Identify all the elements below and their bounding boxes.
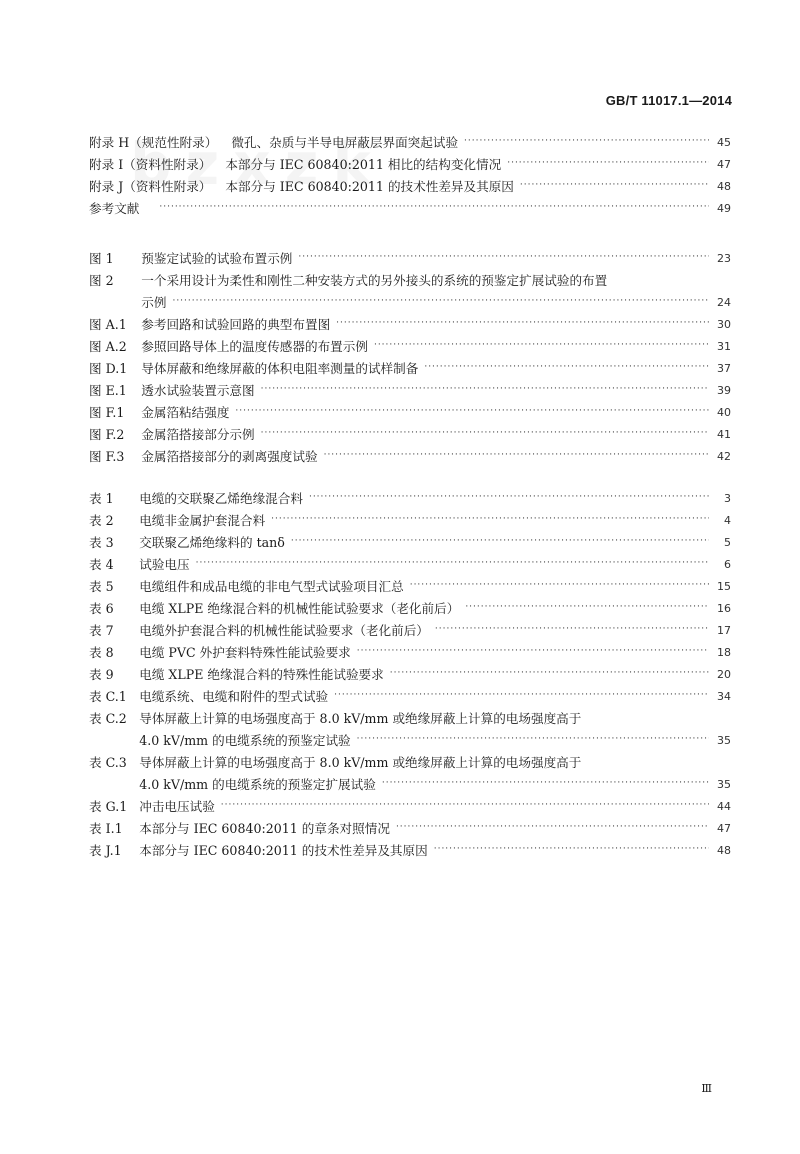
entry-title-continuation: 4.0 kV/mm 的电缆系统的预鉴定扩展试验 (139, 777, 376, 792)
entry-title: 参照回路导体上的温度传感器的布置示例 (141, 339, 368, 354)
dot-leader (357, 732, 709, 746)
entry-title-continuation: 示例 (141, 295, 167, 310)
entry-title: 本部分与 IEC 60840:2011 的技术性差异及其原因 (139, 843, 428, 858)
entry-title: 电缆 XLPE 绝缘混合料的特殊性能试验要求 (139, 667, 384, 682)
dot-leader (435, 622, 709, 636)
toc-entry[interactable] (89, 172, 731, 194)
toc-entry[interactable] (89, 420, 731, 442)
toc-entry[interactable] (89, 660, 731, 682)
entry-page: 47 (717, 822, 731, 835)
dot-leader (390, 666, 709, 680)
entry-title: 透水试验装置示意图 (141, 383, 255, 398)
entry-label: 表 2 (89, 513, 114, 528)
entry-title: 导体屏蔽上计算的电场强度高于 8.0 kV/mm 或绝缘屏蔽上计算的电场强度高于 (139, 755, 582, 770)
table-list (89, 484, 731, 858)
entry-title: 金属箔粘结强度 (141, 405, 230, 420)
entry-label: 图 1 (89, 251, 114, 266)
dot-leader (357, 644, 709, 658)
entry-page: 37 (717, 362, 731, 375)
entry-label: 表 J.1 (89, 843, 122, 858)
entry-title: 微孔、杂质与半导电屏蔽层界面突起试验 (231, 135, 459, 150)
entry-page: 35 (717, 778, 731, 791)
standard-number: GB/T 11017.1—2014 (605, 93, 732, 108)
toc-entry-continuation (89, 288, 731, 310)
entry-label: 图 F.2 (89, 427, 125, 442)
toc-entry[interactable] (89, 836, 731, 858)
entry-label: 图 E.1 (89, 383, 127, 398)
entry-page: 40 (717, 406, 731, 419)
dot-leader (520, 178, 709, 192)
toc-entry[interactable] (89, 194, 731, 216)
entry-title: 预鉴定试验的试验布置示例 (141, 251, 293, 266)
entry-page: 31 (717, 340, 731, 353)
entry-title: 本部分与 IEC 60840:2011 的章条对照情况 (139, 821, 390, 836)
dot-leader (464, 134, 709, 148)
entry-page: 49 (717, 202, 731, 215)
dot-leader (309, 490, 709, 504)
toc-entry[interactable] (89, 506, 731, 528)
toc-entry[interactable] (89, 748, 731, 770)
entry-label: 表 C.3 (89, 755, 127, 770)
entry-title: 电缆非金属护套混合料 (139, 513, 266, 528)
entry-title: 金属箔搭接部分的剥离强度试验 (141, 449, 318, 464)
entry-page: 20 (717, 668, 731, 681)
entry-page: 5 (724, 536, 731, 549)
dot-leader (324, 448, 709, 462)
entry-title: 金属箔搭接部分示例 (141, 427, 255, 442)
dot-leader (424, 360, 709, 374)
entry-title: 试验电压 (139, 557, 190, 572)
entry-title: 参考回路和试验回路的典型布置图 (141, 317, 331, 332)
dot-leader (507, 156, 709, 170)
entry-label: 表 4 (89, 557, 114, 572)
dot-leader (334, 688, 709, 702)
toc-entry[interactable] (89, 244, 731, 266)
dot-leader (261, 426, 709, 440)
toc-entry[interactable] (89, 792, 731, 814)
toc-entry[interactable] (89, 150, 731, 172)
entry-page: 17 (717, 624, 731, 637)
dot-leader (261, 382, 709, 396)
entry-page: 24 (717, 296, 731, 309)
toc-entry[interactable] (89, 528, 731, 550)
dot-leader (221, 798, 709, 812)
dot-leader (336, 316, 709, 330)
toc-entry[interactable] (89, 484, 731, 506)
entry-label: 表 C.1 (89, 689, 127, 704)
entry-page: 18 (717, 646, 731, 659)
entry-title: 本部分与 IEC 60840:2011 相比的结构变化情况 (225, 157, 502, 172)
dot-leader (271, 512, 709, 526)
dot-leader (235, 404, 709, 418)
entry-page: 30 (717, 318, 731, 331)
figure-list (89, 244, 731, 464)
entry-title-continuation: 4.0 kV/mm 的电缆系统的预鉴定试验 (139, 733, 351, 748)
entry-label: 表 I.1 (89, 821, 123, 836)
entry-title: 电缆的交联聚乙烯绝缘混合料 (139, 491, 303, 506)
entry-page: 34 (717, 690, 731, 703)
entry-page: 47 (717, 158, 731, 171)
dot-leader (291, 534, 709, 548)
entry-page: 44 (717, 800, 731, 813)
entry-label: 附录 J（资料性附录） (89, 179, 212, 194)
entry-title: 电缆 XLPE 绝缘混合料的机械性能试验要求（老化前后） (139, 601, 460, 616)
dot-leader (396, 820, 709, 834)
toc-entry[interactable] (89, 704, 731, 726)
toc-entry[interactable] (89, 550, 731, 572)
entry-page: 16 (717, 602, 731, 615)
toc-entry[interactable] (89, 616, 731, 638)
entry-label: 表 C.2 (89, 711, 127, 726)
toc-entry[interactable] (89, 594, 731, 616)
entry-label: 表 8 (89, 645, 114, 660)
toc-entry[interactable] (89, 814, 731, 836)
entry-title: 导体屏蔽和绝缘屏蔽的体积电阻率测量的试样制备 (141, 361, 419, 376)
dot-leader (172, 294, 709, 308)
appendix-list (89, 128, 731, 216)
dot-leader (465, 600, 709, 614)
entry-label: 表 7 (89, 623, 114, 638)
entry-page: 6 (724, 558, 731, 571)
toc-entry[interactable] (89, 682, 731, 704)
entry-page: 41 (717, 428, 731, 441)
toc-entry[interactable] (89, 354, 731, 376)
entry-page: 35 (717, 734, 731, 747)
dot-leader (410, 578, 709, 592)
entry-title: 一个采用设计为柔性和刚性二种安装方式的另外接头的系统的预鉴定扩展试验的布置 (141, 273, 608, 288)
entry-title: 本部分与 IEC 60840:2011 的技术性差异及其原因 (225, 179, 514, 194)
entry-label: 图 F.1 (89, 405, 125, 420)
entry-page: 15 (717, 580, 731, 593)
entry-page: 4 (724, 514, 731, 527)
entry-title: 电缆 PVC 外护套料特殊性能试验要求 (139, 645, 351, 660)
toc-entry[interactable] (89, 332, 731, 354)
entry-label: 表 9 (89, 667, 114, 682)
dot-leader (374, 338, 709, 352)
entry-label: 图 F.3 (89, 449, 125, 464)
entry-label: 表 5 (89, 579, 114, 594)
dot-leader (382, 776, 709, 790)
entry-label: 参考文献 (89, 201, 140, 216)
entry-label: 图 A.2 (89, 339, 127, 354)
entry-title: 电缆系统、电缆和附件的型式试验 (139, 689, 329, 704)
entry-title: 交联聚乙烯绝缘料的 tanδ (139, 535, 285, 550)
toc-entry[interactable] (89, 128, 731, 150)
entry-label: 图 2 (89, 273, 114, 288)
entry-title: 导体屏蔽上计算的电场强度高于 8.0 kV/mm 或绝缘屏蔽上计算的电场强度高于 (139, 711, 582, 726)
entry-label: 表 G.1 (89, 799, 128, 814)
entry-label: 附录 I（资料性附录） (89, 157, 212, 172)
entry-page: 45 (717, 136, 731, 149)
toc-entry[interactable] (89, 442, 731, 464)
toc-entry[interactable] (89, 376, 731, 398)
entry-label: 图 D.1 (89, 361, 128, 376)
entry-label: 表 1 (89, 491, 114, 506)
entry-title: 电缆组件和成品电缆的非电气型式试验项目汇总 (139, 579, 404, 594)
toc-entry-continuation (89, 770, 731, 792)
dot-leader (196, 556, 709, 570)
entry-label: 附录 H（规范性附录） (89, 135, 218, 150)
entry-title: 冲击电压试验 (139, 799, 215, 814)
entry-title: 电缆外护套混合料的机械性能试验要求（老化前后） (139, 623, 429, 638)
entry-page: 48 (717, 844, 731, 857)
entry-page: 39 (717, 384, 731, 397)
entry-page: 23 (717, 252, 731, 265)
toc-entry-continuation (89, 726, 731, 748)
dot-leader (159, 200, 709, 214)
page-number: Ⅲ (701, 1082, 712, 1095)
toc-entry[interactable] (89, 310, 731, 332)
dot-leader (434, 842, 709, 856)
entry-label: 图 A.1 (89, 317, 127, 332)
toc-entry[interactable] (89, 266, 731, 288)
toc-entry[interactable] (89, 572, 731, 594)
entry-label: 表 6 (89, 601, 114, 616)
dot-leader (298, 250, 709, 264)
entry-page: 42 (717, 450, 731, 463)
entry-page: 3 (724, 492, 731, 505)
entry-page: 48 (717, 180, 731, 193)
toc-entry[interactable] (89, 398, 731, 420)
toc-entry[interactable] (89, 638, 731, 660)
entry-label: 表 3 (89, 535, 114, 550)
